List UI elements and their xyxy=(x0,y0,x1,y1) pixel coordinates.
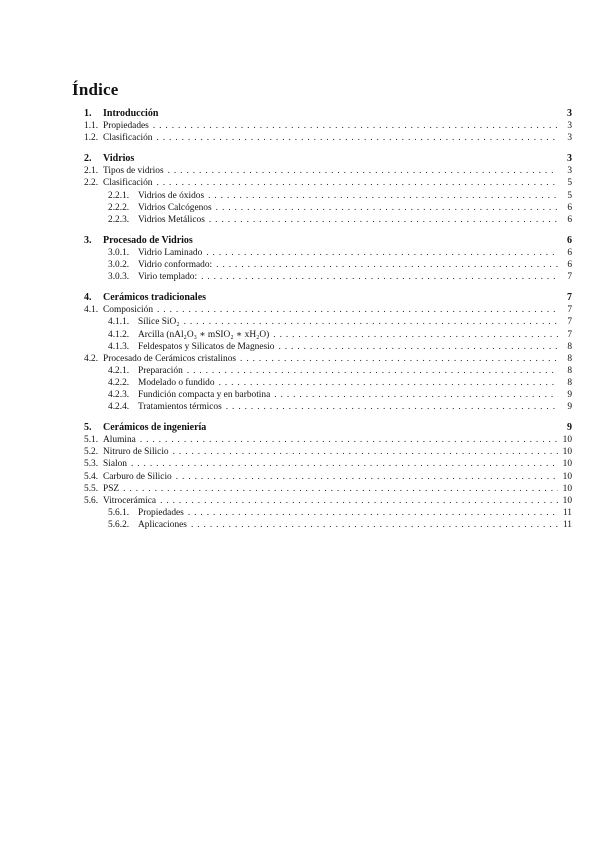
toc-entry-title: Propiedades xyxy=(103,121,149,132)
dot-leader xyxy=(206,247,558,259)
toc-entry-page: 7 xyxy=(567,317,572,328)
toc-entry-number: 3. xyxy=(84,234,92,246)
toc-entry-section[interactable] xyxy=(84,165,572,177)
toc-entry-number: 2.2.2. xyxy=(108,202,130,213)
dot-leader xyxy=(140,434,558,446)
dot-leader xyxy=(278,341,558,353)
toc-entry-number: 5.6.1. xyxy=(108,507,130,518)
toc-entry-number: 4. xyxy=(84,292,92,304)
toc-entry-title: Vitrocerámica xyxy=(103,495,157,506)
toc-entry-title: Propiedades xyxy=(138,507,184,518)
toc-entry-title: Feldespatos y Silicatos de Magnesio xyxy=(138,341,275,352)
toc-entry-number: 5.6. xyxy=(84,495,99,506)
toc-entry-page: 7 xyxy=(567,329,572,340)
toc-entry-number: 5.2. xyxy=(84,447,99,458)
dot-leader xyxy=(168,165,558,177)
toc-entry-title: Alumina xyxy=(103,435,136,446)
toc-entry-number: 1.1. xyxy=(84,121,99,132)
toc-entry-page: 8 xyxy=(567,377,572,388)
dot-leader xyxy=(209,214,558,226)
toc-entry-title: Vidrio Laminado xyxy=(138,247,203,258)
toc-entry-section[interactable] xyxy=(84,120,572,132)
dot-leader xyxy=(188,507,558,519)
dot-leader xyxy=(157,304,558,316)
toc-entry-title: Carburo de Silicio xyxy=(103,471,172,482)
toc-entry-page: 3 xyxy=(567,153,572,165)
toc-entry-page: 8 xyxy=(567,353,572,364)
dot-leader xyxy=(123,483,558,495)
dot-leader xyxy=(240,353,558,365)
toc-entry-number: 3.0.1. xyxy=(108,247,130,258)
dot-leader xyxy=(176,471,558,483)
toc-entry-number: 1.2. xyxy=(84,133,99,144)
toc-entry-chapter[interactable] xyxy=(84,153,572,165)
toc-entry-page: 6 xyxy=(567,214,572,225)
toc-entry-title: Composición xyxy=(103,305,154,316)
toc-entry-title: Cerámicos tradicionales xyxy=(103,292,207,304)
dot-leader xyxy=(216,202,558,214)
toc-entry-page: 3 xyxy=(567,121,572,132)
toc-entry-chapter[interactable] xyxy=(84,422,572,434)
toc-entry-section[interactable] xyxy=(84,304,572,316)
page-title: Índice xyxy=(72,80,119,99)
toc-entry-number: 5.4. xyxy=(84,471,99,482)
toc-entry-title: Arcilla (nAl₂O₃ ∗ mSIO₂ ∗ xH₂O) xyxy=(138,329,270,340)
toc-entry-subsection[interactable] xyxy=(84,329,572,341)
toc-entry-page: 8 xyxy=(567,341,572,352)
toc-entry-section[interactable] xyxy=(84,353,572,365)
toc-entry-title: Cerámicos de ingeniería xyxy=(103,422,207,434)
dot-leader xyxy=(153,120,558,132)
dot-leader xyxy=(226,401,558,413)
toc-entry-title: Vidrios de óxidos xyxy=(138,190,205,201)
toc-entry-page: 6 xyxy=(567,202,572,213)
toc-entry-page: 10 xyxy=(562,459,572,470)
dot-leader xyxy=(173,446,558,458)
toc-entry-title: Nitruro de Silicio xyxy=(103,447,169,458)
toc-entry-number: 5.5. xyxy=(84,483,99,494)
toc-entry-title: Aplicaciones xyxy=(138,519,187,530)
toc-entry-page: 5 xyxy=(567,190,572,201)
toc-entry-subsection[interactable] xyxy=(84,202,572,214)
toc-entry-page: 10 xyxy=(562,495,572,506)
toc-entry-subsection[interactable] xyxy=(84,377,572,389)
dot-leader xyxy=(187,365,558,377)
toc-entry-subsection[interactable] xyxy=(84,507,572,519)
toc-entry-section[interactable] xyxy=(84,177,572,189)
toc-entry-page: 7 xyxy=(567,272,572,283)
toc-entry-subsection[interactable] xyxy=(84,316,572,328)
toc-entry-page: 10 xyxy=(562,435,572,446)
toc-entry-page: 10 xyxy=(562,471,572,482)
toc-entry-title: Procesado de Vidrios xyxy=(103,234,193,246)
toc-entry-title: Tratamientos térmicos xyxy=(138,402,222,413)
toc-entry-page: 10 xyxy=(562,447,572,458)
toc-entry-number: 2.2.3. xyxy=(108,214,130,225)
toc-entry-subsection[interactable] xyxy=(84,389,572,401)
toc-entry-page: 7 xyxy=(567,292,572,304)
toc-entry-chapter[interactable] xyxy=(84,108,572,120)
toc-entry-title: Vidrios Calcógenos xyxy=(138,202,212,213)
toc-entry-number: 4.1.2. xyxy=(108,329,130,340)
toc-entry-title: Vidrios xyxy=(103,153,135,165)
toc-entry-page: 11 xyxy=(562,507,572,518)
toc-entry-title: Introducción xyxy=(103,108,159,119)
toc-entry-subsection[interactable] xyxy=(84,401,572,413)
toc-entry-page: 3 xyxy=(567,133,572,144)
toc-entry-title: Tipos de vidrios xyxy=(103,166,164,177)
dot-leader xyxy=(216,259,558,271)
toc-entry-title: Sílice SiO₂ xyxy=(138,317,180,328)
toc-entry-subsection[interactable] xyxy=(84,271,572,283)
toc-entry-subsection[interactable] xyxy=(84,341,572,353)
toc-entry-number: 2.2. xyxy=(84,178,99,189)
toc-entry-section[interactable] xyxy=(84,495,572,507)
toc-entry-page: 6 xyxy=(567,247,572,258)
toc-entry-page: 10 xyxy=(562,483,572,494)
toc-entry-page: 6 xyxy=(567,260,572,271)
toc-entry-page: 6 xyxy=(567,234,572,246)
toc-entry-number: 4.1.3. xyxy=(108,341,130,352)
dot-leader xyxy=(201,271,558,283)
toc-entry-number: 4.2.2. xyxy=(108,377,130,388)
table-of-contents xyxy=(84,108,572,531)
dot-leader xyxy=(274,389,558,401)
toc-entry-title: Modelado o fundido xyxy=(138,377,215,388)
toc-entry-page: 9 xyxy=(567,389,572,400)
toc-entry-title: Vidrio conformado: xyxy=(138,260,213,271)
toc-entry-page: 8 xyxy=(567,365,572,376)
dot-leader xyxy=(208,190,558,202)
toc-entry-page: 3 xyxy=(567,108,572,119)
toc-entry-subsection[interactable] xyxy=(84,519,572,531)
dot-leader xyxy=(184,316,558,328)
toc-entry-title: PSZ xyxy=(103,483,120,494)
toc-entry-number: 1. xyxy=(84,108,92,119)
toc-entry-number: 3.0.2. xyxy=(108,260,130,271)
toc-entry-chapter[interactable] xyxy=(84,235,572,247)
toc-entry-page: 11 xyxy=(562,519,572,530)
toc-entry-number: 5.1. xyxy=(84,435,99,446)
toc-entry-number: 2.1. xyxy=(84,166,99,177)
toc-entry-number: 5. xyxy=(84,422,92,434)
toc-entry-title: Clasificación xyxy=(103,178,153,189)
dot-leader xyxy=(131,458,558,470)
dot-leader xyxy=(156,132,558,144)
toc-entry-number: 2. xyxy=(84,153,92,165)
dot-leader xyxy=(219,377,558,389)
toc-entry-number: 4.2.1. xyxy=(108,365,130,376)
toc-entry-number: 4.1. xyxy=(84,305,99,316)
toc-entry-page: 9 xyxy=(567,422,572,434)
toc-entry-title: Virio templado: xyxy=(138,272,198,283)
dot-leader xyxy=(160,495,558,507)
toc-entry-subsection[interactable] xyxy=(84,214,572,226)
dot-leader xyxy=(156,177,558,189)
toc-entry-page: 5 xyxy=(567,178,572,189)
toc-entry-page: 7 xyxy=(567,305,572,316)
toc-entry-number: 4.2.4. xyxy=(108,402,130,413)
dot-leader xyxy=(273,329,558,341)
toc-entry-title: Fundición compacta y en barbotina xyxy=(138,389,271,400)
toc-entry-number: 4.2. xyxy=(84,353,99,364)
toc-entry-number: 4.2.3. xyxy=(108,389,130,400)
toc-entry-chapter[interactable] xyxy=(84,292,572,304)
toc-entry-number: 5.6.2. xyxy=(108,519,130,530)
toc-entry-number: 5.3. xyxy=(84,459,99,470)
toc-entry-page: 3 xyxy=(567,166,572,177)
toc-entry-title: Preparación xyxy=(138,365,183,376)
toc-entry-number: 3.0.3. xyxy=(108,272,130,283)
toc-entry-title: Sialon xyxy=(103,459,127,470)
toc-entry-section[interactable] xyxy=(84,132,572,144)
toc-entry-title: Procesado de Cerámicos cristalinos xyxy=(103,353,237,364)
toc-entry-title: Clasificación xyxy=(103,133,153,144)
toc-entry-section[interactable] xyxy=(84,458,572,470)
toc-entry-title: Vidrios Metálicos xyxy=(138,214,205,225)
toc-entry-page: 9 xyxy=(567,402,572,413)
toc-entry-subsection[interactable] xyxy=(84,365,572,377)
toc-entry-number: 4.1.1. xyxy=(108,317,130,328)
toc-entry-section[interactable] xyxy=(84,434,572,446)
toc-entry-section[interactable] xyxy=(84,483,572,495)
toc-entry-section[interactable] xyxy=(84,471,572,483)
toc-entry-subsection[interactable] xyxy=(84,190,572,202)
toc-entry-subsection[interactable] xyxy=(84,247,572,259)
dot-leader xyxy=(191,519,558,531)
toc-entry-subsection[interactable] xyxy=(84,259,572,271)
toc-entry-section[interactable] xyxy=(84,446,572,458)
toc-entry-number: 2.2.1. xyxy=(108,190,130,201)
